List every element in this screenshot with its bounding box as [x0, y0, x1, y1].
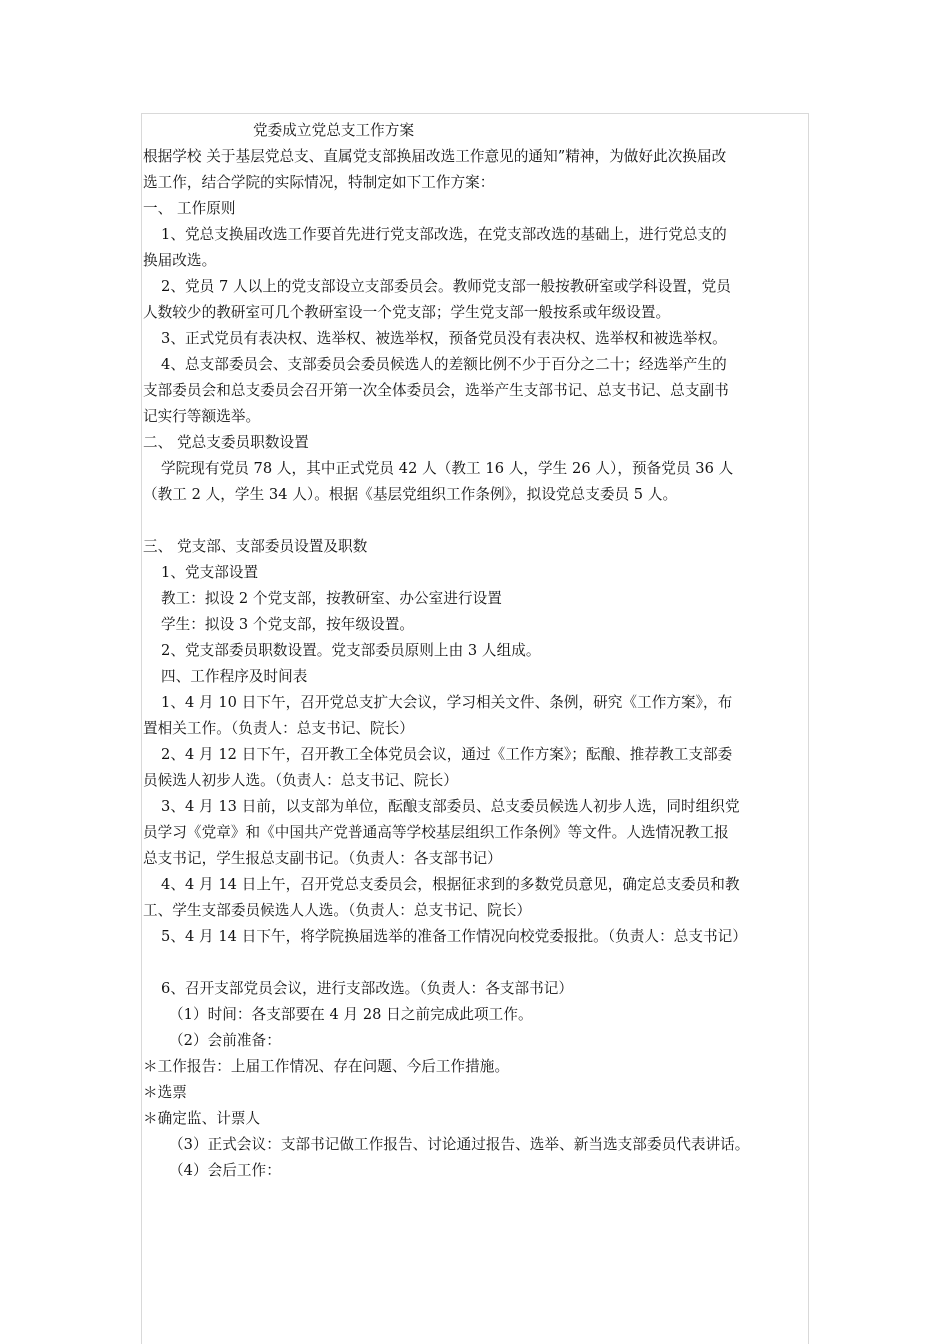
paragraph-line: 学院现有党员 78 人，其中正式党员 42 人（教工 16 人，学生 26 人），预备党员 36 人	[161, 460, 734, 477]
paragraph-line: 置相关工作。（负责人：总支书记、院长）	[143, 720, 414, 737]
paragraph-line: （3）正式会议：支部书记做工作报告、讨论通过报告、选举、新当选支部委员代表讲话。	[169, 1136, 750, 1153]
paragraph-line: 2、党支部委员职数设置。党支部委员原则上由 3 人组成。	[161, 642, 541, 659]
paragraph-line: 记实行等额选举。	[143, 408, 261, 425]
paragraph-line: 4、4 月 14 日上午，召开党总支委员会，根据征求到的多数党员意见，确定总支委员和教	[161, 876, 740, 893]
paragraph-line: 工、学生支部委员候选人人选。（负责人：总支书记、院长）	[143, 902, 532, 919]
intro-line: 选工作，结合学院的实际情况，特制定如下工作方案：	[143, 174, 495, 191]
intro-line: 根据学校 关于基层党总支、直属党支部换届改选工作意见的通知”精神，为做好此次换届改	[143, 148, 727, 165]
paragraph-line: 1、4 月 10 日下午，召开党总支扩大会议，学习相关文件、条例，研究《工作方案》，布	[161, 694, 733, 711]
paragraph-line: 4、总支部委员会、支部委员会委员候选人的差额比例不少于百分之二十；经选举产生的	[161, 356, 727, 373]
paragraph-line: 1、党总支换届改选工作要首先进行党支部改选，在党支部改选的基础上，进行党总支的	[161, 226, 727, 243]
paragraph-line: 支部委员会和总支委员会召开第一次全体委员会，选举产生支部书记、总支书记、总支副书	[143, 382, 729, 399]
blank-line	[143, 508, 807, 534]
paragraph-line: 1、党支部设置	[161, 564, 259, 581]
bullet-item: ＊选票	[143, 1084, 187, 1101]
blank-line	[143, 950, 807, 976]
paragraph-line: 6、召开支部党员会议，进行支部改选。（负责人：各支部书记）	[161, 980, 574, 997]
paragraph-line: （1）时间：各支部要在 4 月 28 日之前完成此项工作。	[169, 1006, 533, 1023]
bullet-item: ＊确定监、计票人	[143, 1110, 261, 1127]
paragraph-line: 2、4 月 12 日下午，召开教工全体党员会议，通过《工作方案》；酝酿、推荐教工支部委	[161, 746, 733, 763]
paragraph-line: 员学习《党章》和《中国共产党普通高等学校基层组织工作条例》等文件。人选情况教工报	[143, 824, 729, 841]
section-heading: 二、 党总支委员职数设置	[143, 434, 309, 451]
document-title: 党委成立党总支工作方案	[253, 122, 415, 139]
paragraph-line: （4）会后工作：	[169, 1162, 281, 1179]
paragraph-line: 员候选人初步人选。（负责人：总支书记、院长）	[143, 772, 458, 789]
section-heading: 四、工作程序及时间表	[161, 668, 308, 685]
paragraph-line: （2）会前准备：	[169, 1032, 281, 1049]
paragraph-line: 学生：拟设 3 个党支部，按年级设置。	[161, 616, 415, 633]
section-heading: 三、 党支部、支部委员设置及职数	[143, 538, 368, 555]
paragraph-line: 3、正式党员有表决权、选举权、被选举权，预备党员没有表决权、选举权和被选举权。	[161, 330, 727, 347]
paragraph-line: 教工：拟设 2 个党支部，按教研室、办公室进行设置	[161, 590, 502, 607]
paragraph-line: 总支书记，学生报总支副书记。（负责人：各支部书记）	[143, 850, 502, 867]
paragraph-line: 换届改选。	[143, 252, 217, 269]
paragraph-line: 5、4 月 14 日下午，将学院换届选举的准备工作情况向校党委报批。（负责人：总支书记）	[161, 928, 747, 945]
document-body	[143, 118, 807, 1184]
section-heading: 一、 工作原则	[143, 200, 236, 217]
paragraph-line: 3、4 月 13 日前，以支部为单位，酝酿支部委员、总支委员候选人初步人选，同时组织党	[161, 798, 740, 815]
paragraph-line: （教工 2 人，学生 34 人）。根据《基层党组织工作条例》，拟设党总支委员 5 人。	[143, 486, 678, 503]
paragraph-line: 2、党员 7 人以上的党支部设立支部委员会。教师党支部一般按教研室或学科设置，党员	[161, 278, 731, 295]
bullet-item: ＊工作报告：上届工作情况、存在问题、今后工作措施。	[143, 1058, 510, 1075]
paragraph-line: 人数较少的教研室可几个教研室设一个党支部；学生党支部一般按系或年级设置。	[143, 304, 671, 321]
